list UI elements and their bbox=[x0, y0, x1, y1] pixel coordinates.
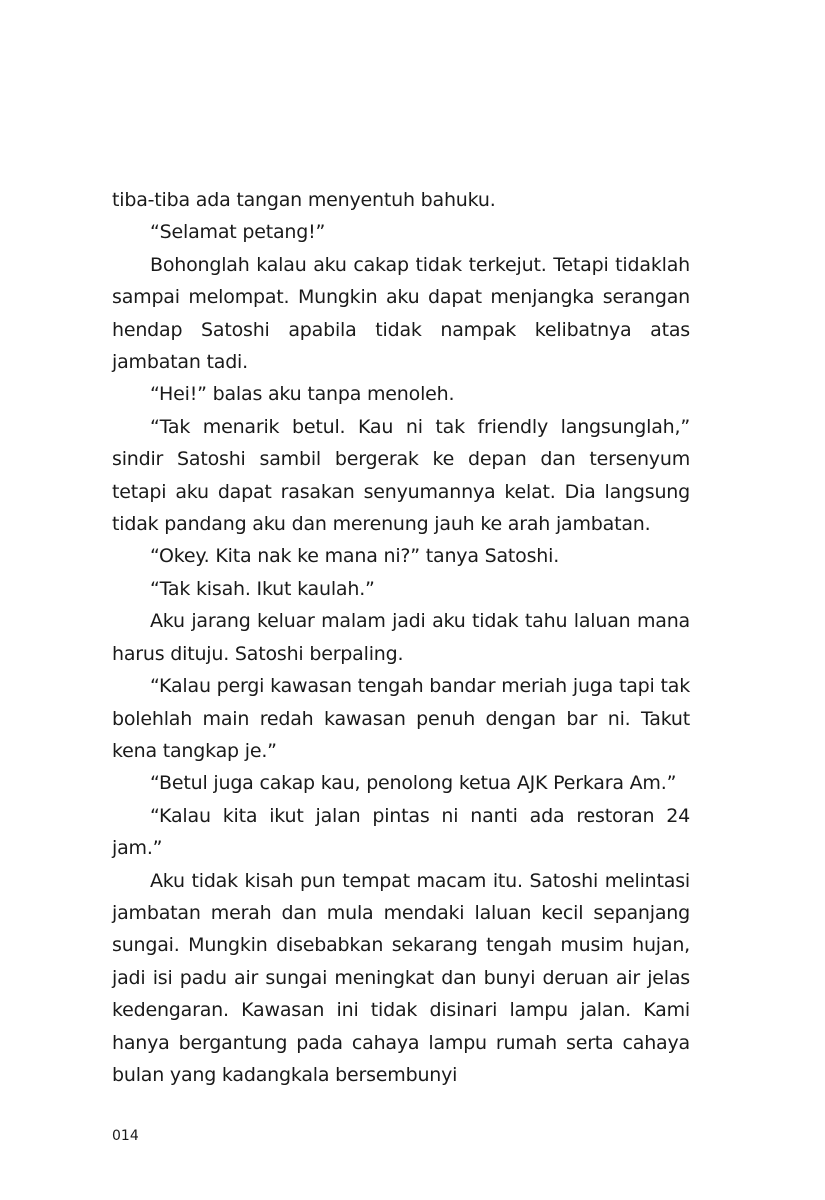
paragraph: Bohonglah kalau aku cakap tidak terkejut. Tetapi tidaklah sampai melompat. Mungkin aku dapat menjangka serangan hendap Satoshi apabila tidak nampak kelibatnya atas jambatan tadi. bbox=[112, 253, 690, 374]
paragraph: “Tak menarik betul. Kau ni tak friendly langsunglah,” sindir Satoshi sambil bergerak ke depan dan tersenyum tetapi aku dapat rasakan senyumannya kelat. Dia langsung tidak pandang aku dan merenung jauh ke arah jambatan. bbox=[112, 415, 690, 536]
paragraph: Aku jarang keluar malam jadi aku tidak tahu laluan mana harus dituju. Satoshi berpaling. bbox=[112, 610, 690, 665]
paragraph: Aku tidak kisah pun tempat macam itu. Satoshi melintasi jambatan merah dan mula mendaki laluan kecil sepanjang sungai. Mungkin disebabkan sekarang tengah musim hujan, jadi isi padu air sungai meningkat dan bunyi deruan air jelas kedengaran. Kawasan ini tidak disinari lampu jalan. Kami hanya bergantung pada cahaya lampu rumah serta cahaya bulan yang kadangkala bersembunyi bbox=[112, 869, 690, 1086]
paragraph: “Okey. Kita nak ke mana ni?” tanya Satoshi. bbox=[150, 545, 560, 568]
paragraph: “Kalau pergi kawasan tengah bandar meriah juga tapi tak bolehlah main redah kawasan penuh dengan bar ni. Takut kena tangkap je.” bbox=[112, 675, 690, 762]
paragraph: “Betul juga cakap kau, penolong ketua AJK Perkara Am.” bbox=[150, 772, 677, 795]
body-text bbox=[112, 184, 690, 1091]
paragraph: “Tak kisah. Ikut kaulah.” bbox=[150, 577, 375, 600]
paragraph: “Kalau kita ikut jalan pintas ni nanti ada restoran 24 jam.” bbox=[112, 804, 690, 860]
page-number: 014 bbox=[112, 1128, 139, 1144]
paragraph: “Hei!” balas aku tanpa menoleh. bbox=[150, 383, 455, 406]
paragraph: “Selamat petang!” bbox=[150, 221, 326, 244]
paragraph-continued: tiba-tiba ada tangan menyentuh bahuku. bbox=[112, 189, 496, 211]
